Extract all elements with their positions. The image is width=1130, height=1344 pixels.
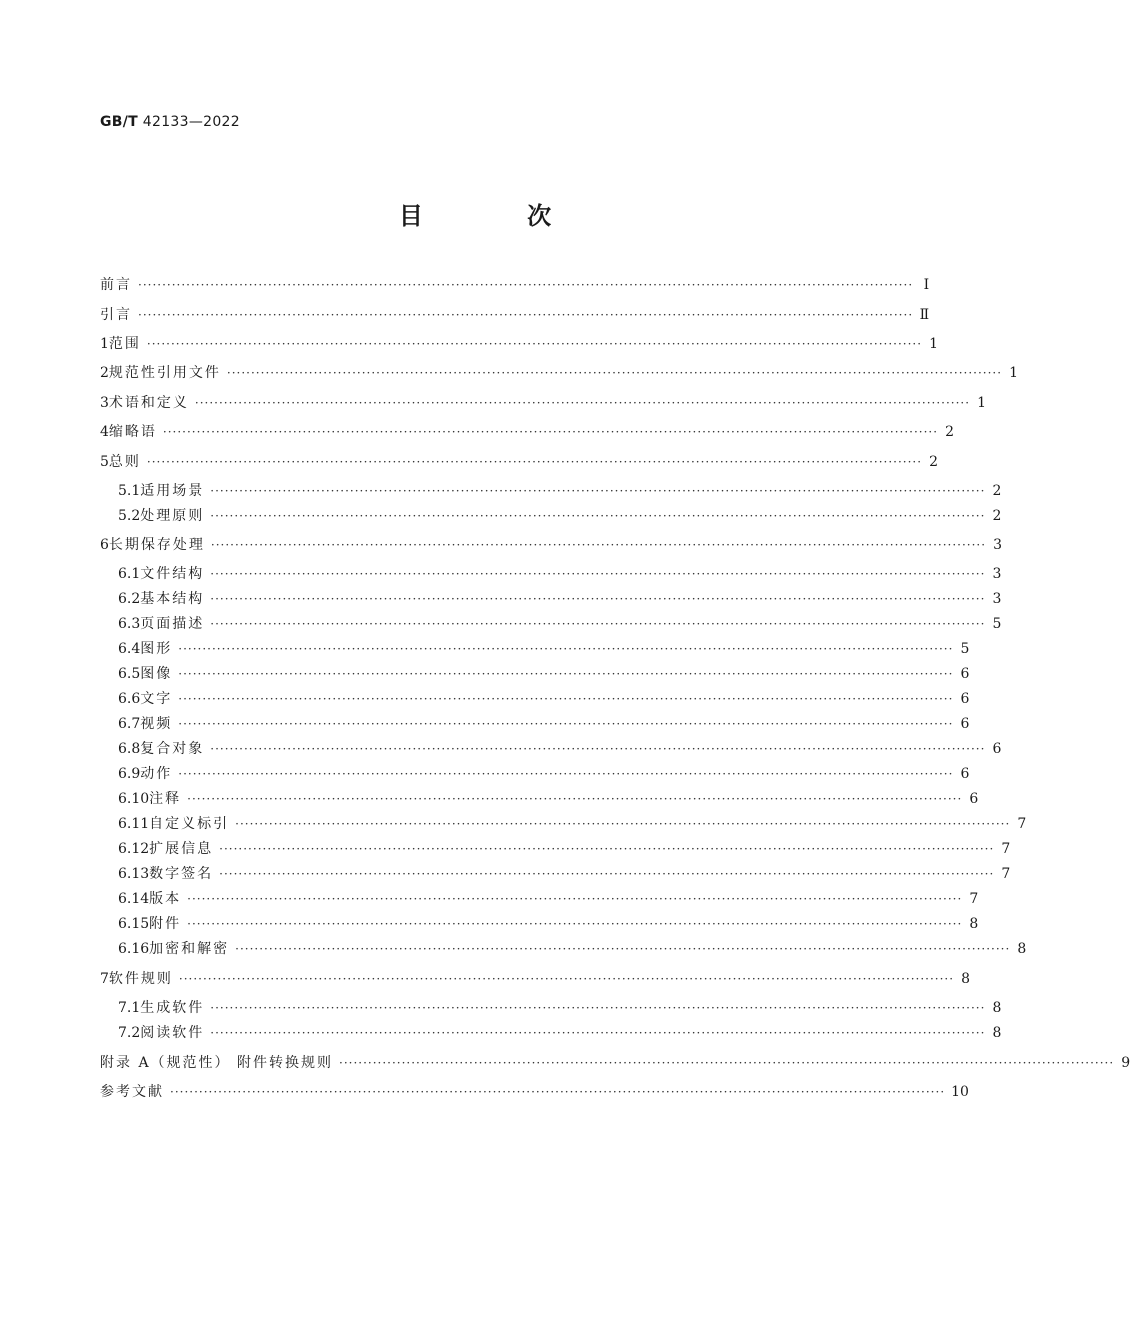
toc-entry[interactable] [118, 997, 1002, 1017]
standard-number: 42133—2022 [142, 114, 240, 130]
toc-entry-page-number: 6 [992, 741, 1002, 757]
toc-entry[interactable] [118, 813, 1027, 833]
toc-entry-page-number: 2 [992, 508, 1002, 524]
toc-entry[interactable] [100, 968, 971, 988]
toc-leader-dots: ································································································································································· [146, 455, 923, 469]
toc-entry-page-number: 7 [1001, 866, 1011, 882]
toc-entry-page-number: Ⅰ [923, 277, 930, 293]
toc-entry-title: 扩展信息 [149, 841, 214, 857]
toc-entry-page-number: 1 [977, 395, 987, 411]
toc-entry[interactable] [118, 505, 1002, 525]
toc-entry-number: 1 [100, 336, 109, 352]
toc-entry-page-number: 8 [992, 1000, 1002, 1016]
toc-entry[interactable] [118, 938, 1027, 958]
toc-heading: 目 次 [398, 202, 600, 230]
toc-entry-title: 长期保存处理 [108, 537, 205, 553]
toc-entry-number: 6.7 [118, 716, 141, 732]
toc-entry-page-number: 8 [992, 1025, 1002, 1041]
toc-leader-dots: ································································································································································· [219, 867, 995, 881]
toc-entry[interactable] [118, 738, 1002, 758]
toc-entry-page-number: 2 [929, 454, 939, 470]
toc-entry[interactable] [118, 480, 1002, 500]
toc-entry-number: 6.11 [118, 816, 150, 832]
toc-entry-title: 数字签名 [149, 866, 214, 882]
toc-entry-title: 阅读软件 [140, 1025, 205, 1041]
toc-entry[interactable] [118, 638, 970, 658]
toc-leader-dots: ································································································································································· [178, 692, 954, 706]
toc-leader-dots: ································································································································································· [146, 337, 923, 351]
toc-leader-dots: ································································································································································· [210, 1026, 986, 1040]
toc-leader-dots: ································································································································································· [235, 817, 1011, 831]
toc-entry[interactable] [100, 1081, 969, 1101]
toc-entry-title: 文件结构 [140, 566, 205, 582]
toc-entry-number: 5 [100, 454, 109, 470]
toc-entry-title: 生成软件 [140, 1000, 205, 1016]
toc-entry-page-number: Ⅱ [919, 307, 930, 323]
toc-entry-title: 基本结构 [140, 591, 205, 607]
toc-entry-title: 引言 [100, 307, 132, 323]
toc-entry-page-number: 2 [992, 483, 1002, 499]
toc-entry-title: 总则 [108, 454, 141, 470]
toc-leader-dots: ································································································································································· [235, 942, 1011, 956]
toc-entry[interactable] [118, 1022, 1002, 1042]
toc-leader-dots: ································································································································································· [138, 278, 914, 292]
toc-entry-page-number: 8 [969, 916, 979, 932]
toc-leader-dots: ································································································································································· [162, 425, 939, 439]
toc-entry-page-number: 3 [992, 566, 1002, 582]
toc-entry[interactable] [100, 534, 1003, 554]
toc-entry-page-number: 2 [945, 424, 955, 440]
toc-leader-dots: ································································································································································· [210, 617, 986, 631]
toc-entry-title: 术语和定义 [108, 395, 189, 411]
toc-entry[interactable] [100, 304, 930, 324]
toc-leader-dots: ································································································································································· [210, 742, 986, 756]
toc-entry-title: 自定义标引 [149, 816, 230, 832]
toc-entry-title: 处理原则 [140, 508, 205, 524]
toc-entry-page-number: 10 [951, 1084, 969, 1100]
toc-entry-title: 附件 [149, 916, 182, 932]
toc-entry-number: 6 [100, 537, 109, 553]
toc-leader-dots: ································································································································································· [187, 892, 963, 906]
toc-entry-page-number: 8 [961, 971, 971, 987]
toc-entry-page-number: 3 [992, 591, 1002, 607]
toc-entry[interactable] [118, 563, 1002, 583]
toc-entry-number: 6.5 [118, 666, 141, 682]
toc-leader-dots: ································································································································································· [178, 972, 955, 986]
toc-entry-title: 参考文献 [100, 1084, 164, 1100]
toc-entry-number: 6.10 [118, 791, 150, 807]
toc-entry-title: 加密和解密 [149, 941, 230, 957]
toc-entry-title: 适用场景 [140, 483, 205, 499]
toc-leader-dots: ································································································································································· [170, 1085, 946, 1099]
toc-entry[interactable] [100, 392, 987, 412]
toc-entry-page-number: 9 [1121, 1055, 1130, 1071]
toc-entry[interactable] [118, 688, 970, 708]
toc-entry-number: 2 [100, 365, 109, 381]
toc-leader-dots: ································································································································································· [178, 667, 954, 681]
toc-leader-dots: ································································································································································· [226, 366, 1003, 380]
toc-entry-number: 7.2 [118, 1025, 141, 1041]
toc-entry-title: 范围 [108, 336, 141, 352]
toc-entry-title: 图像 [140, 666, 173, 682]
toc-entry-title: 前言 [100, 277, 132, 293]
toc-entry-page-number: 5 [992, 616, 1002, 632]
toc-entry[interactable] [118, 663, 970, 683]
toc-leader-dots: ································································································································································· [339, 1056, 1115, 1070]
toc-entry-title: 视频 [140, 716, 173, 732]
toc-entry-page-number: 1 [929, 336, 939, 352]
toc-entry-page-number: 3 [993, 537, 1003, 553]
toc-leader-dots: ································································································································································· [210, 509, 986, 523]
toc-entry-page-number: 6 [969, 791, 979, 807]
toc-leader-dots: ································································································································································· [138, 308, 914, 322]
toc-entry-number: 6.6 [118, 691, 141, 707]
toc-entry-title: 图形 [140, 641, 173, 657]
toc-entry-number: 3 [100, 395, 109, 411]
toc-leader-dots: ································································································································································· [210, 1001, 986, 1015]
toc-entry[interactable] [118, 588, 1002, 608]
toc-entry-number: 5.2 [118, 508, 141, 524]
toc-entry-page-number: 8 [1017, 941, 1027, 957]
toc-entry-page-number: 7 [1017, 816, 1027, 832]
toc-entry-title: 缩略语 [108, 424, 157, 440]
toc-entry[interactable] [118, 713, 970, 733]
toc-entry-title: 版本 [149, 891, 182, 907]
toc-entry-title: 动作 [140, 766, 173, 782]
toc-entry-number: 6.13 [118, 866, 150, 882]
toc-entry-number: 6.12 [118, 841, 150, 857]
toc-entry[interactable] [118, 888, 979, 908]
toc-leader-dots: ································································································································································· [178, 767, 954, 781]
toc-entry[interactable] [100, 1052, 1130, 1072]
toc-entry-number: 7 [100, 971, 109, 987]
toc-leader-dots: ································································································································································· [219, 842, 995, 856]
toc-entry-number: 6.15 [118, 916, 150, 932]
toc-entry-page-number: 6 [960, 766, 970, 782]
toc-entry-page-number: 6 [960, 716, 970, 732]
toc-entry-title: 软件规则 [108, 971, 173, 987]
toc-entry-title: 复合对象 [140, 741, 205, 757]
toc-leader-dots: ································································································································································· [178, 642, 954, 656]
toc-entry-page-number: 5 [960, 641, 970, 657]
toc-entry[interactable] [118, 788, 979, 808]
toc-entry-page-number: 1 [1009, 365, 1019, 381]
toc-entry[interactable] [100, 274, 930, 294]
standard-prefix: GB/T [100, 114, 139, 130]
toc-entry-number: 7.1 [118, 1000, 141, 1016]
toc-leader-dots: ································································································································································· [210, 592, 986, 606]
toc-leader-dots: ································································································································································· [210, 538, 987, 552]
toc-leader-dots: ································································································································································· [187, 792, 963, 806]
toc-entry-number: 6.3 [118, 616, 141, 632]
toc-entry[interactable] [118, 913, 979, 933]
toc-entry-title: 页面描述 [140, 616, 205, 632]
toc-entry[interactable] [118, 613, 1002, 633]
toc-entry-title: 规范性引用文件 [108, 365, 221, 381]
toc-entry[interactable] [100, 421, 955, 441]
toc-entry-page-number: 6 [960, 666, 970, 682]
toc-leader-dots: ································································································································································· [187, 917, 963, 931]
toc-entry-number: 6.1 [118, 566, 141, 582]
toc-entry-number: 6.9 [118, 766, 141, 782]
toc-entry-number: 6.14 [118, 891, 150, 907]
toc-entry[interactable] [118, 838, 1011, 858]
toc-entry-page-number: 6 [960, 691, 970, 707]
toc-entry-number: 6.8 [118, 741, 141, 757]
toc-leader-dots: ································································································································································· [194, 396, 971, 410]
toc-entry-page-number: 7 [969, 891, 979, 907]
toc-entry-title: 文字 [140, 691, 173, 707]
toc-entry[interactable] [100, 333, 939, 353]
toc-leader-dots: ································································································································································· [210, 567, 986, 581]
toc-entry[interactable] [118, 863, 1011, 883]
toc-entry[interactable] [100, 451, 939, 471]
toc-leader-dots: ································································································································································· [210, 484, 986, 498]
toc-entry-page-number: 7 [1001, 841, 1011, 857]
toc-entry-number: 5.1 [118, 483, 141, 499]
toc-entry[interactable] [100, 362, 1019, 382]
toc-entry-title: 注释 [149, 791, 182, 807]
toc-entry-number: 6.2 [118, 591, 141, 607]
toc-entry-number: 4 [100, 424, 109, 440]
toc-entry-number: 6.16 [118, 941, 150, 957]
toc-leader-dots: ································································································································································· [178, 717, 954, 731]
toc-entry[interactable] [118, 763, 970, 783]
toc-entry-number: 6.4 [118, 641, 141, 657]
toc-entry-title: 附录 A（规范性） 附件转换规则 [100, 1055, 334, 1071]
